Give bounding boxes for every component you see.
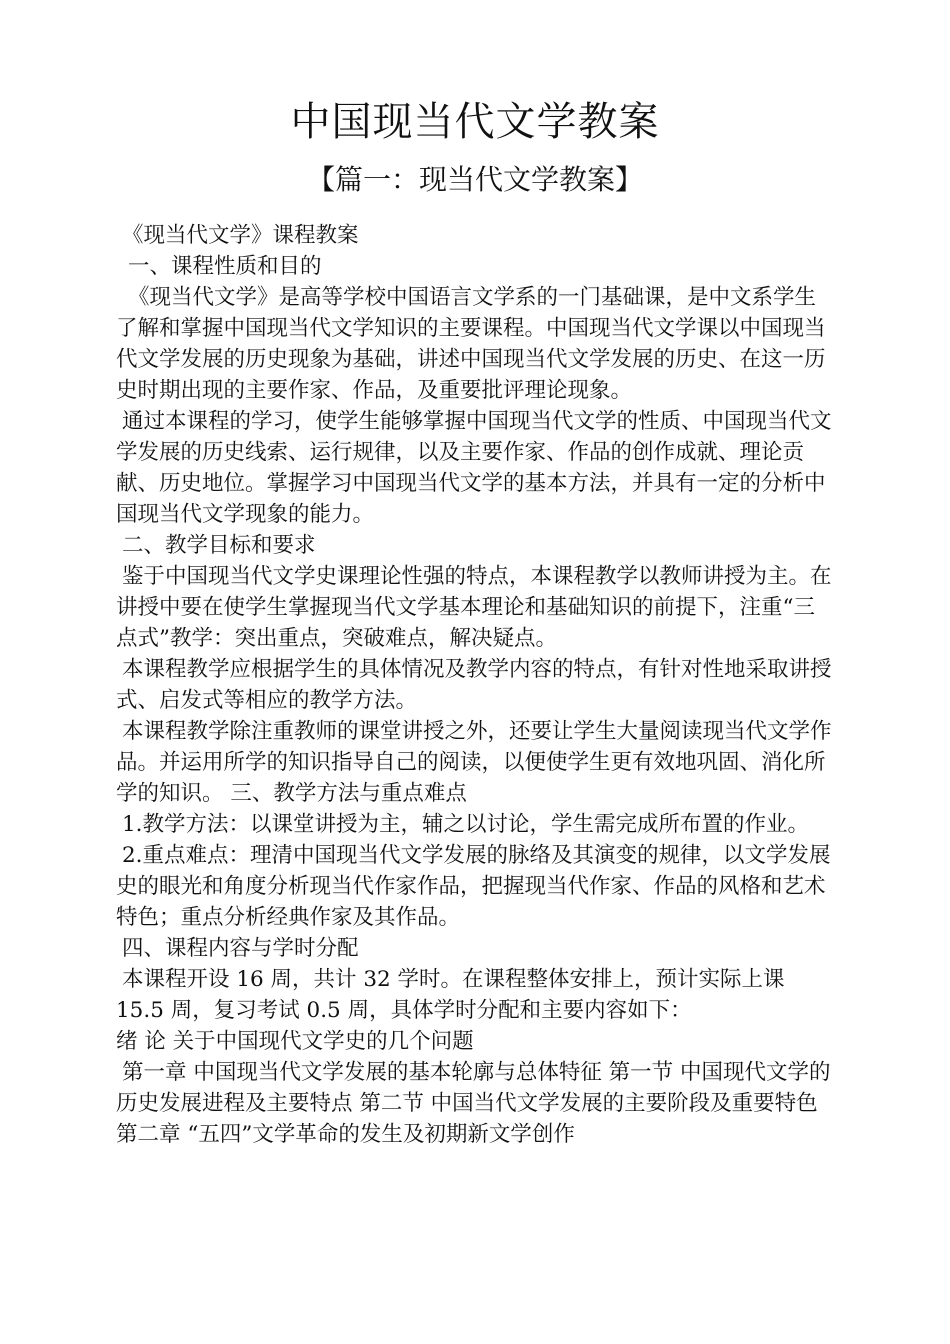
course-plan-heading: 《现当代文学》课程教案 (122, 223, 359, 248)
document-body (116, 220, 834, 1150)
paragraph-teaching-methods: 本课程教学应根据学生的具体情况及教学内容的特点，有针对性地采取讲授式、启发式等相应的教学方法。 (116, 657, 832, 713)
section-heading-2: 二、教学目标和要求 (122, 533, 316, 558)
document-subtitle: 【篇一：现当代文学教案】 (306, 163, 643, 196)
paragraph-course-nature: 《现当代文学》是高等学校中国语言文学系的一门基础课，是中文系学生了解和掌握中国现当代文学知识的主要课程。中国现当代文学课以中国现当代文学发展的历史现象为基础，讲述中国现当代文学发展的历史、在这一历史时期出现的主要作家、作品，及重要批评理论现象。 (116, 285, 826, 403)
section-heading-1: 一、课程性质和目的 (128, 254, 322, 279)
paragraph-reading: 本课程教学除注重教师的课堂讲授之外，还要让学生大量阅读现当代文学作品。并运用所学的知识指导自己的阅读，以便使学生更有效地巩固、消化所学的知识。 三、教学方法与重点难点 (116, 719, 832, 806)
introduction-line: 绪 论 关于中国现代文学史的几个问题 (116, 1029, 474, 1054)
paragraph-teaching-focus: 鉴于中国现当代文学史课理论性强的特点，本课程教学以教师讲授为主。在讲授中要在使学生掌握现当代文学基本理论和基础知识的前提下，注重“三点式”教学：突出重点，突破难点，解决疑点。 (116, 564, 832, 651)
section-heading-4: 四、课程内容与学时分配 (122, 936, 359, 961)
chapter-list: 第一章 中国现当代文学发展的基本轮廓与总体特征 第一节 中国现代文学的历史发展进程及主要特点 第二节 中国当代文学发展的主要阶段及重要特色 第二章 “五四”文学革命的发生及初期新文学创作 (116, 1060, 831, 1147)
list-item-method: 1.教学方法：以课堂讲授为主，辅之以讨论，学生需完成所布置的作业。 (122, 812, 810, 837)
paragraph-schedule: 本课程开设 16 周，共计 32 学时。在课程整体安排上，预计实际上课 15.5 周，复习考试 0.5 周，具体学时分配和主要内容如下： (116, 967, 785, 1023)
paragraph-course-goals: 通过本课程的学习，使学生能够掌握中国现当代文学的性质、中国现当代文学发展的历史线索、运行规律，以及主要作家、作品的创作成就、理论贡献、历史地位。掌握学习中国现当代文学的基本方法，并具有一定的分析中国现当代文学现象的能力。 (116, 409, 832, 527)
list-item-key-points: 2.重点难点：理清中国现当代文学发展的脉络及其演变的规律，以文学发展史的眼光和角度分析现当代作家作品，把握现当代作家、作品的风格和艺术特色；重点分析经典作家及其作品。 (116, 843, 831, 930)
document-title: 中国现当代文学教案 (290, 99, 660, 145)
